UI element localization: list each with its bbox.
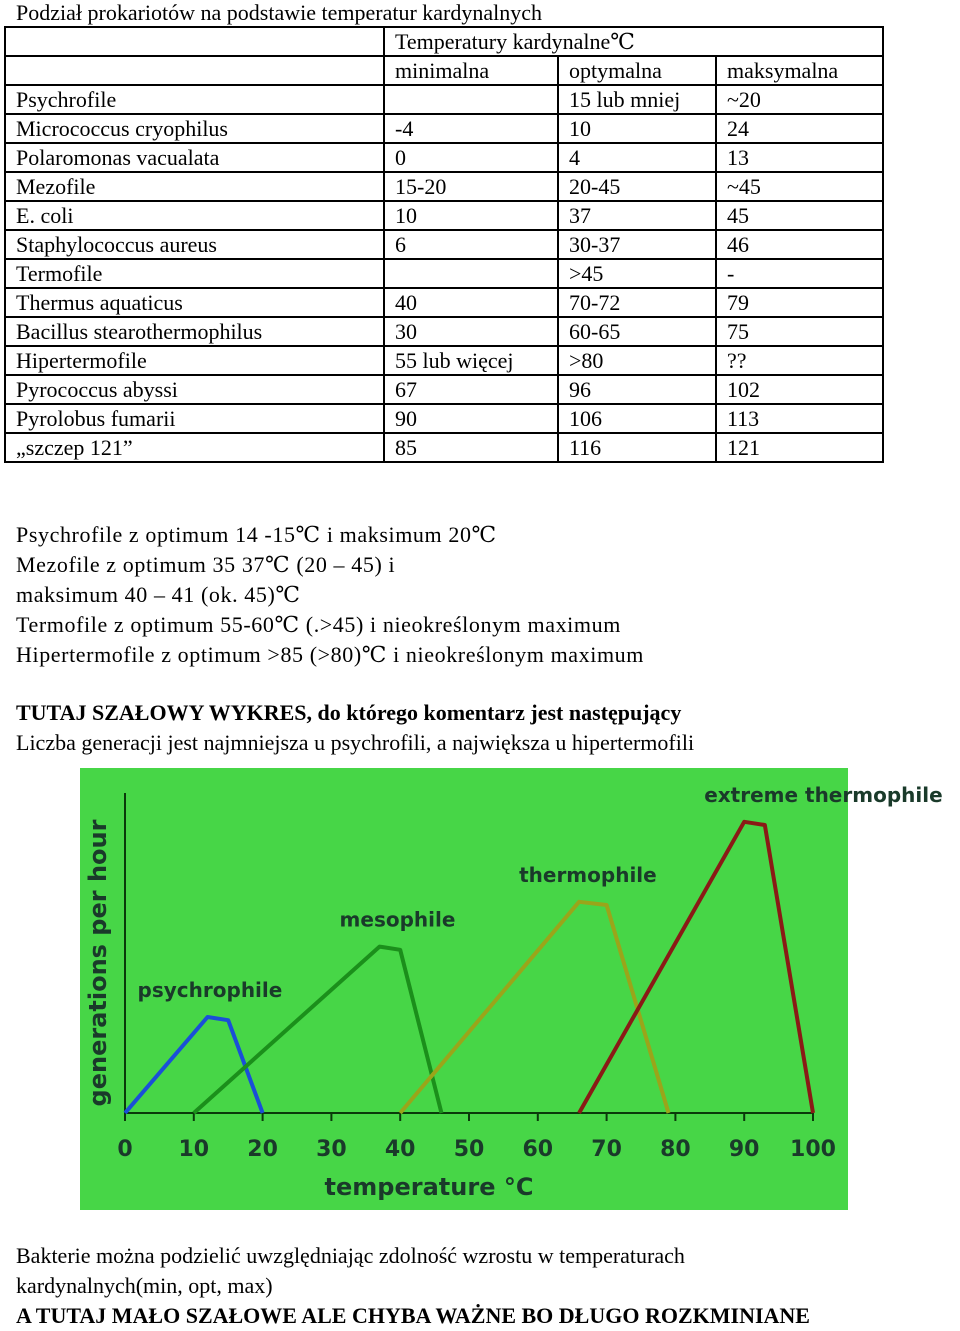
x-tick-label: 60 (522, 1137, 554, 1162)
table-cell-row-label: Staphylococcus aureus (5, 230, 384, 259)
x-tick-label: 0 (117, 1137, 133, 1162)
table-group-header: Temperatury kardynalne℃ (384, 27, 883, 56)
x-tick-label: 90 (728, 1137, 760, 1162)
table-cell-row-label: Psychrofile (5, 85, 384, 114)
table-cell-max-value: - (716, 259, 883, 288)
column-header-opt: optymalna (558, 56, 716, 85)
table-cell-opt-value: 20-45 (558, 172, 716, 201)
table-row (5, 259, 883, 288)
table-row (5, 85, 883, 114)
x-tick-label: 10 (178, 1137, 210, 1162)
table-cell-opt-value: 96 (558, 375, 716, 404)
table-row (5, 288, 883, 317)
table-cell-opt-value: 116 (558, 433, 716, 462)
table-cell-max-value: 113 (716, 404, 883, 433)
table-cell-max-value: 75 (716, 317, 883, 346)
table-cell-min-value: 90 (384, 404, 558, 433)
table-cell-min-value: 40 (384, 288, 558, 317)
table-row (5, 172, 883, 201)
table-cell-max-value: ~45 (716, 172, 883, 201)
x-axis-label: temperature °C (324, 1173, 534, 1201)
table-cell-opt-value: 70-72 (558, 288, 716, 317)
table-cell-max-value: 45 (716, 201, 883, 230)
chart-comment: Liczba generacji jest najmniejsza u psychrofili, a największa u hipertermofili (16, 730, 695, 755)
document-title: Podział prokariotów na podstawie temperatur kardynalnych (16, 0, 543, 25)
table-cell-row-label: Bacillus stearothermophilus (5, 317, 384, 346)
column-header-min: minimalna (384, 56, 558, 85)
y-axis-label: generations per hour (84, 819, 112, 1107)
table-cell-max-value: 121 (716, 433, 883, 462)
table-cell-opt-value: 106 (558, 404, 716, 433)
table-row (5, 230, 883, 259)
table-cell-row-label: „szczep 121” (5, 433, 384, 462)
table-cell-row-label: Termofile (5, 259, 384, 288)
series-label: extreme thermophile (704, 782, 943, 807)
table-cell-row-label: E. coli (5, 201, 384, 230)
table-row (5, 317, 883, 346)
footer-line: kardynalnych(min, opt, max) (16, 1273, 273, 1298)
x-tick-label: 50 (453, 1137, 485, 1162)
note-line: Termofile z optimum 55-60℃ (.>45) i nieokreślonym maximum (16, 612, 621, 637)
footer-bold-line: A TUTAJ MAŁO SZAŁOWE ALE CHYBA WAŻNE BO DŁUGO ROZKMINIANE (16, 1303, 810, 1328)
table-cell-opt-value: 30-37 (558, 230, 716, 259)
table-cell-opt-value: >80 (558, 346, 716, 375)
table-cell-min-value (384, 85, 558, 114)
table-cell-row-label: Polaromonas vacualata (5, 143, 384, 172)
table-cell-max-value: ~20 (716, 85, 883, 114)
table-row (5, 114, 883, 143)
table-row (5, 201, 883, 230)
table-row (5, 143, 883, 172)
table-cell-min-value: 55 lub więcej (384, 346, 558, 375)
table-cell-opt-value: 15 lub mniej (558, 85, 716, 114)
x-tick-label: 20 (247, 1137, 278, 1162)
table-cell-max-value: ?? (716, 346, 883, 375)
table-cell-max-value: 102 (716, 375, 883, 404)
footer-section (16, 1241, 810, 1331)
table-column-header-row (5, 56, 883, 85)
table-corner-cell (5, 56, 384, 85)
table-cell-min-value: 67 (384, 375, 558, 404)
footer-line: Bakterie można podzielić uwzględniając zdolność wzrostu w temperaturach (16, 1243, 685, 1268)
table-cell-row-label: Pyrococcus abyssi (5, 375, 384, 404)
table-cell-row-label: Thermus aquaticus (5, 288, 384, 317)
x-tick-label: 80 (660, 1137, 691, 1162)
chart-svg (80, 768, 943, 1210)
table-cell-row-label: Micrococcus cryophilus (5, 114, 384, 143)
table-cell-max-value: 46 (716, 230, 883, 259)
table-cell-min-value: 0 (384, 143, 558, 172)
table-cell-max-value: 24 (716, 114, 883, 143)
x-tick-label: 100 (790, 1137, 836, 1162)
table-row (5, 404, 883, 433)
table-cell-min-value (384, 259, 558, 288)
series-label: mesophile (339, 907, 456, 932)
table-cell-opt-value: >45 (558, 259, 716, 288)
table-row (5, 375, 883, 404)
table-group-header-row (5, 27, 883, 56)
table-corner-cell (5, 27, 384, 56)
table-cell-opt-value: 37 (558, 201, 716, 230)
series-label: thermophile (519, 862, 657, 887)
x-tick-label: 30 (316, 1137, 347, 1162)
note-line: Hipertermofile z optimum >85 (>80)℃ i nieokreślonym maximum (16, 642, 644, 667)
table-row (5, 346, 883, 375)
table-cell-min-value: 15-20 (384, 172, 558, 201)
table-row (5, 433, 883, 462)
table-cell-max-value: 13 (716, 143, 883, 172)
table-cell-opt-value: 60-65 (558, 317, 716, 346)
cardinal-temperature-table (4, 26, 884, 463)
table-cell-row-label: Mezofile (5, 172, 384, 201)
table-cell-min-value: 85 (384, 433, 558, 462)
column-header-max: maksymalna (716, 56, 883, 85)
note-line: Psychrofile z optimum 14 -15℃ i maksimum 20℃ (16, 522, 497, 547)
x-tick-label: 70 (591, 1137, 622, 1162)
table-cell-min-value: 10 (384, 201, 558, 230)
table-cell-min-value: -4 (384, 114, 558, 143)
x-tick-label: 40 (384, 1137, 416, 1162)
notes-section (16, 520, 644, 670)
series-label: psychrophile (137, 978, 283, 1002)
note-line: maksimum 40 – 41 (ok. 45)℃ (16, 582, 301, 607)
table-cell-opt-value: 10 (558, 114, 716, 143)
table-cell-min-value: 6 (384, 230, 558, 259)
table-cell-opt-value: 4 (558, 143, 716, 172)
table-cell-row-label: Hipertermofile (5, 346, 384, 375)
table-cell-row-label: Pyrolobus fumarii (5, 404, 384, 433)
table-cell-min-value: 30 (384, 317, 558, 346)
note-line: Mezofile z optimum 35 37℃ (20 – 45) i (16, 552, 396, 577)
chart-section-heading: TUTAJ SZAŁOWY WYKRES, do którego komentarz jest następujący (16, 700, 682, 725)
table-cell-max-value: 79 (716, 288, 883, 317)
growth-temperature-chart (80, 768, 943, 1210)
